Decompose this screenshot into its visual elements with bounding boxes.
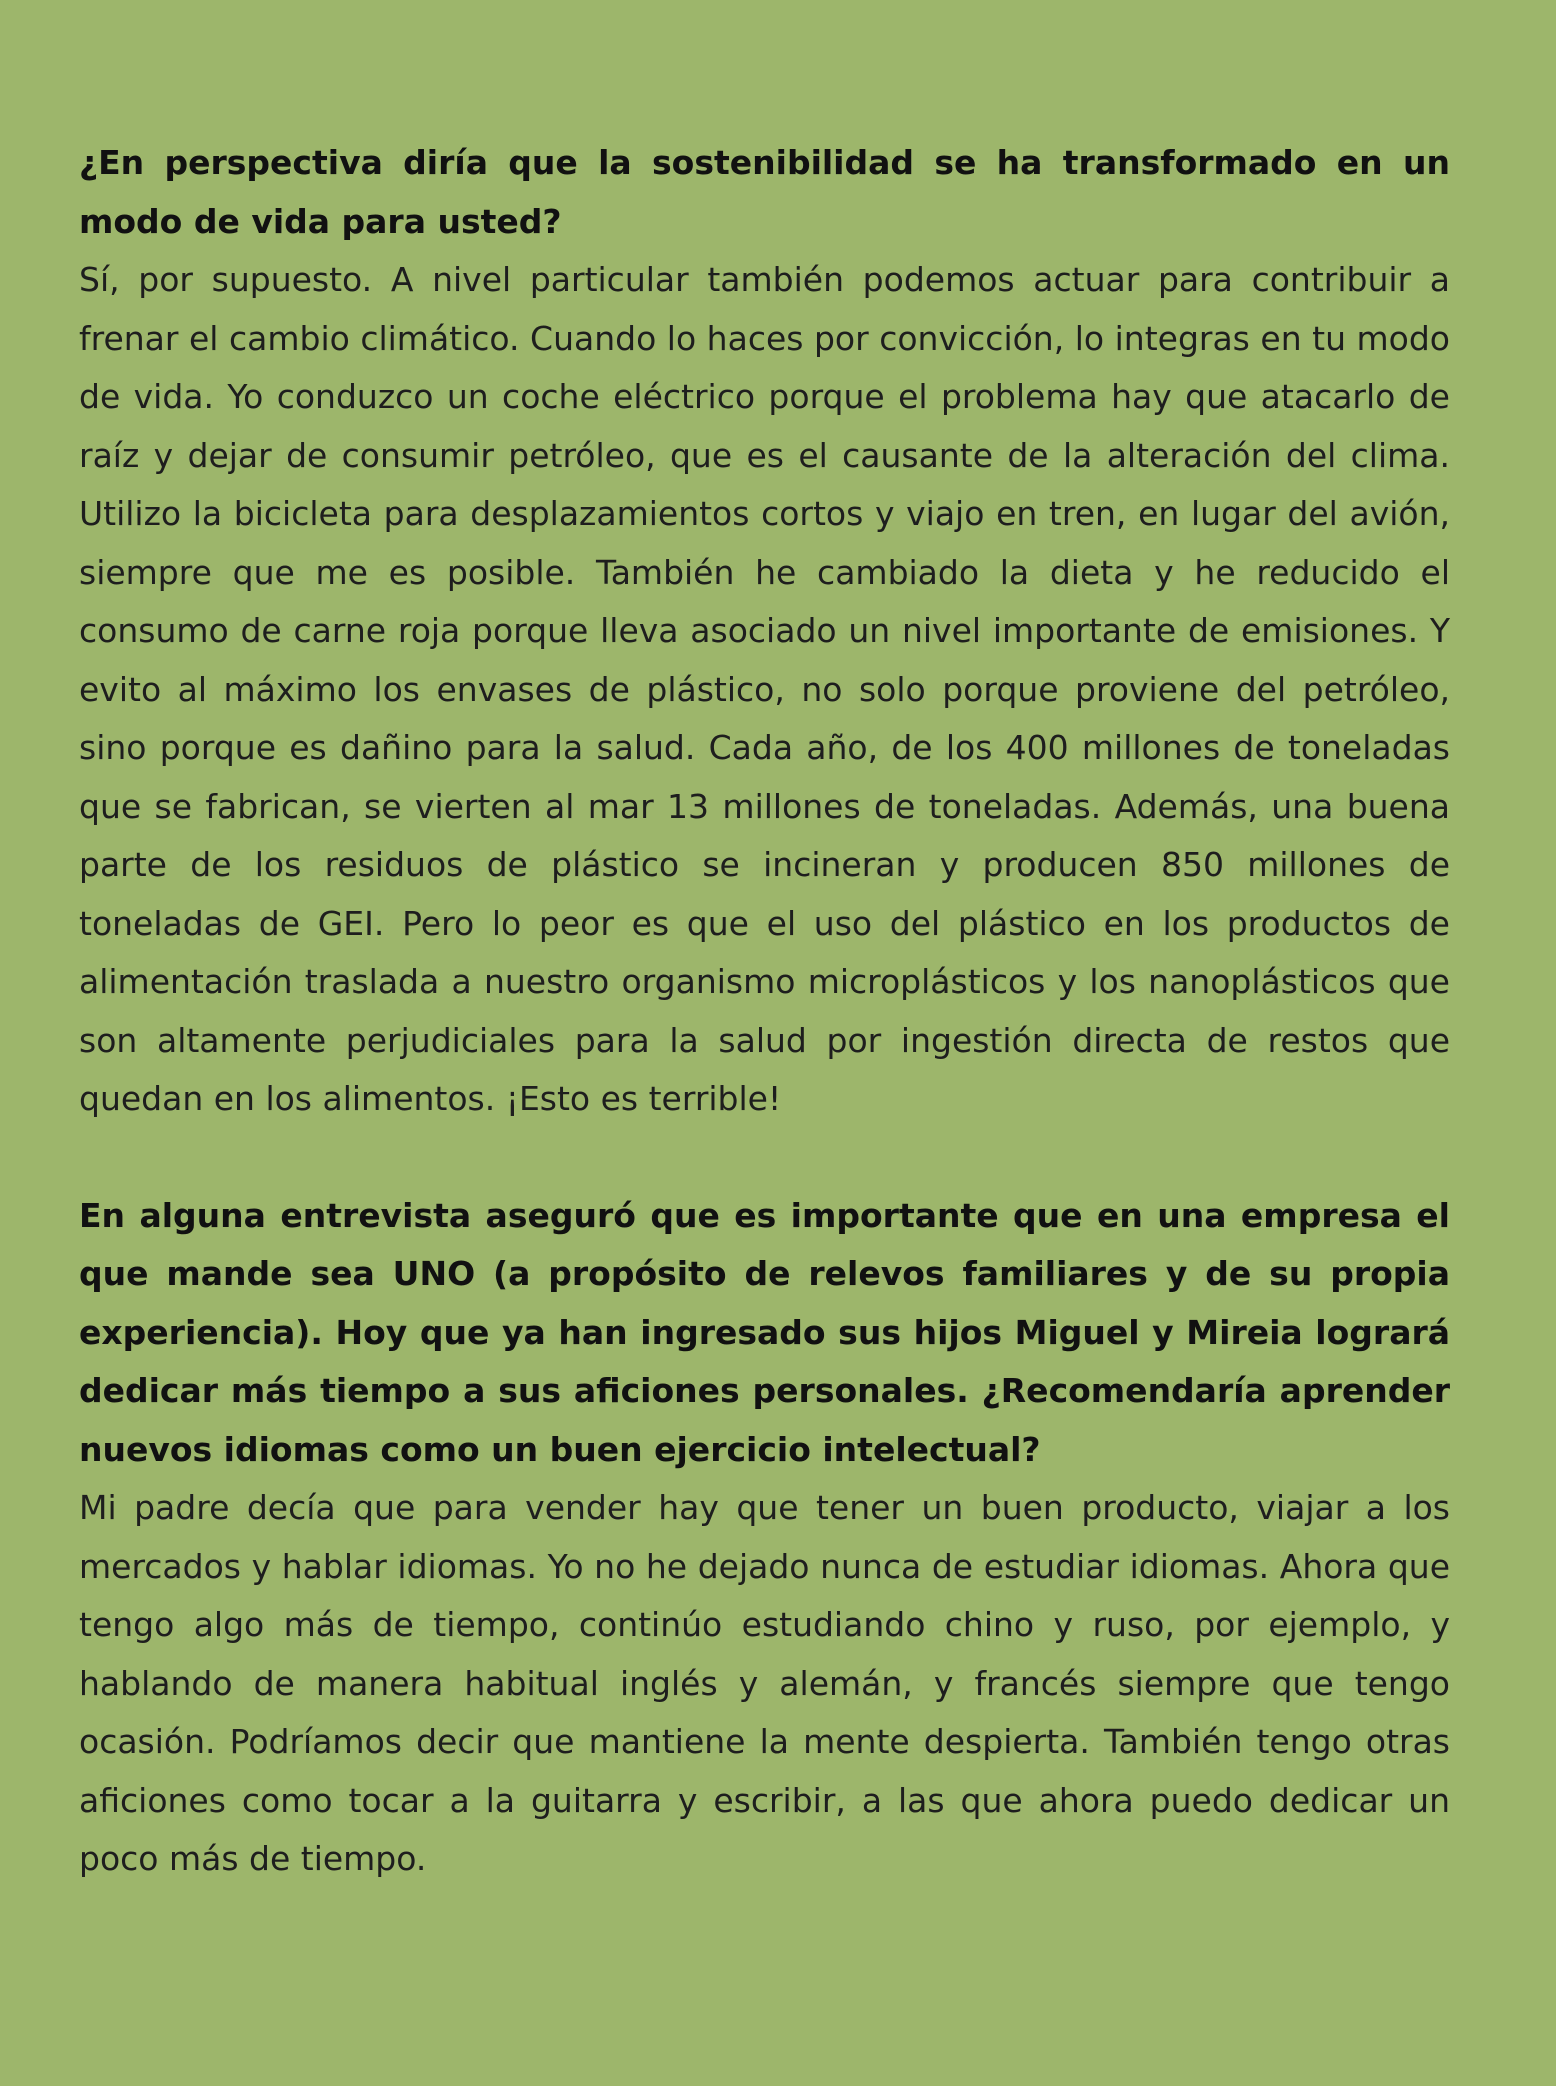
question-sustainability: ¿En perspectiva diría que la sostenibilidad se ha transformado en un modo de vida para usted? xyxy=(79,143,1450,241)
qa-block-languages xyxy=(79,1187,1450,1889)
question-languages: En alguna entrevista aseguró que es importante que en una empresa el que mande sea UNO (a propósito de relevos familiares y de su propia experiencia). Hoy que ya han ingresado sus hijos Miguel y Mireia logrará dedicar más tiempo a sus aficiones personales. ¿Recomendaría aprender nuevos idiomas como un buen ejercicio intelectual? xyxy=(79,1195,1450,1469)
qa-block-sustainability xyxy=(79,134,1450,1129)
answer-languages: Mi padre decía que para vender hay que tener un buen producto, viajar a los mercados y hablar idiomas. Yo no he dejado nunca de estudiar idiomas. Ahora que tengo algo más de tiempo, continúo estudiando chino y ruso, por ejemplo, y hablando de manera habitual inglés y alemán, y francés siempre que tengo ocasión. Podríamos decir que mantiene la mente despierta. También tengo otras aficiones como tocar a la guitarra y escribir, a las que ahora puedo dedicar un poco más de tiempo. xyxy=(79,1488,1450,1878)
answer-sustainability: Sí, por supuesto. A nivel particular también podemos actuar para contribuir a frenar el cambio climático. Cuando lo haces por convicción, lo integras en tu modo de vida. Yo conduzco un coche eléctrico porque el problema hay que atacarlo de raíz y dejar de consumir petróleo, que es el causante de la alteración del clima. Utilizo la bicicleta para desplazamientos cortos y viajo en tren, en lugar del avión, siempre que me es posible. También he cambiado la dieta y he reducido el consumo de carne roja porque lleva asociado un nivel importante de emisiones. Y evito al máximo los envases de plástico, no solo porque proviene del petróleo, sino porque es dañino para la salud. Cada año, de los 400 millones de toneladas que se fabrican, se vierten al mar 13 millones de toneladas. Además, una buena parte de los residuos de plástico se incineran y producen 850 millones de toneladas de GEI. Pero lo peor es que el uso del plástico en los productos de alimentación traslada a nuestro organismo microplásticos y los nanoplásticos que son altamente perjudiciales para la salud por ingestión directa de restos que quedan en los alimentos. ¡Esto es terrible! xyxy=(79,260,1450,1118)
